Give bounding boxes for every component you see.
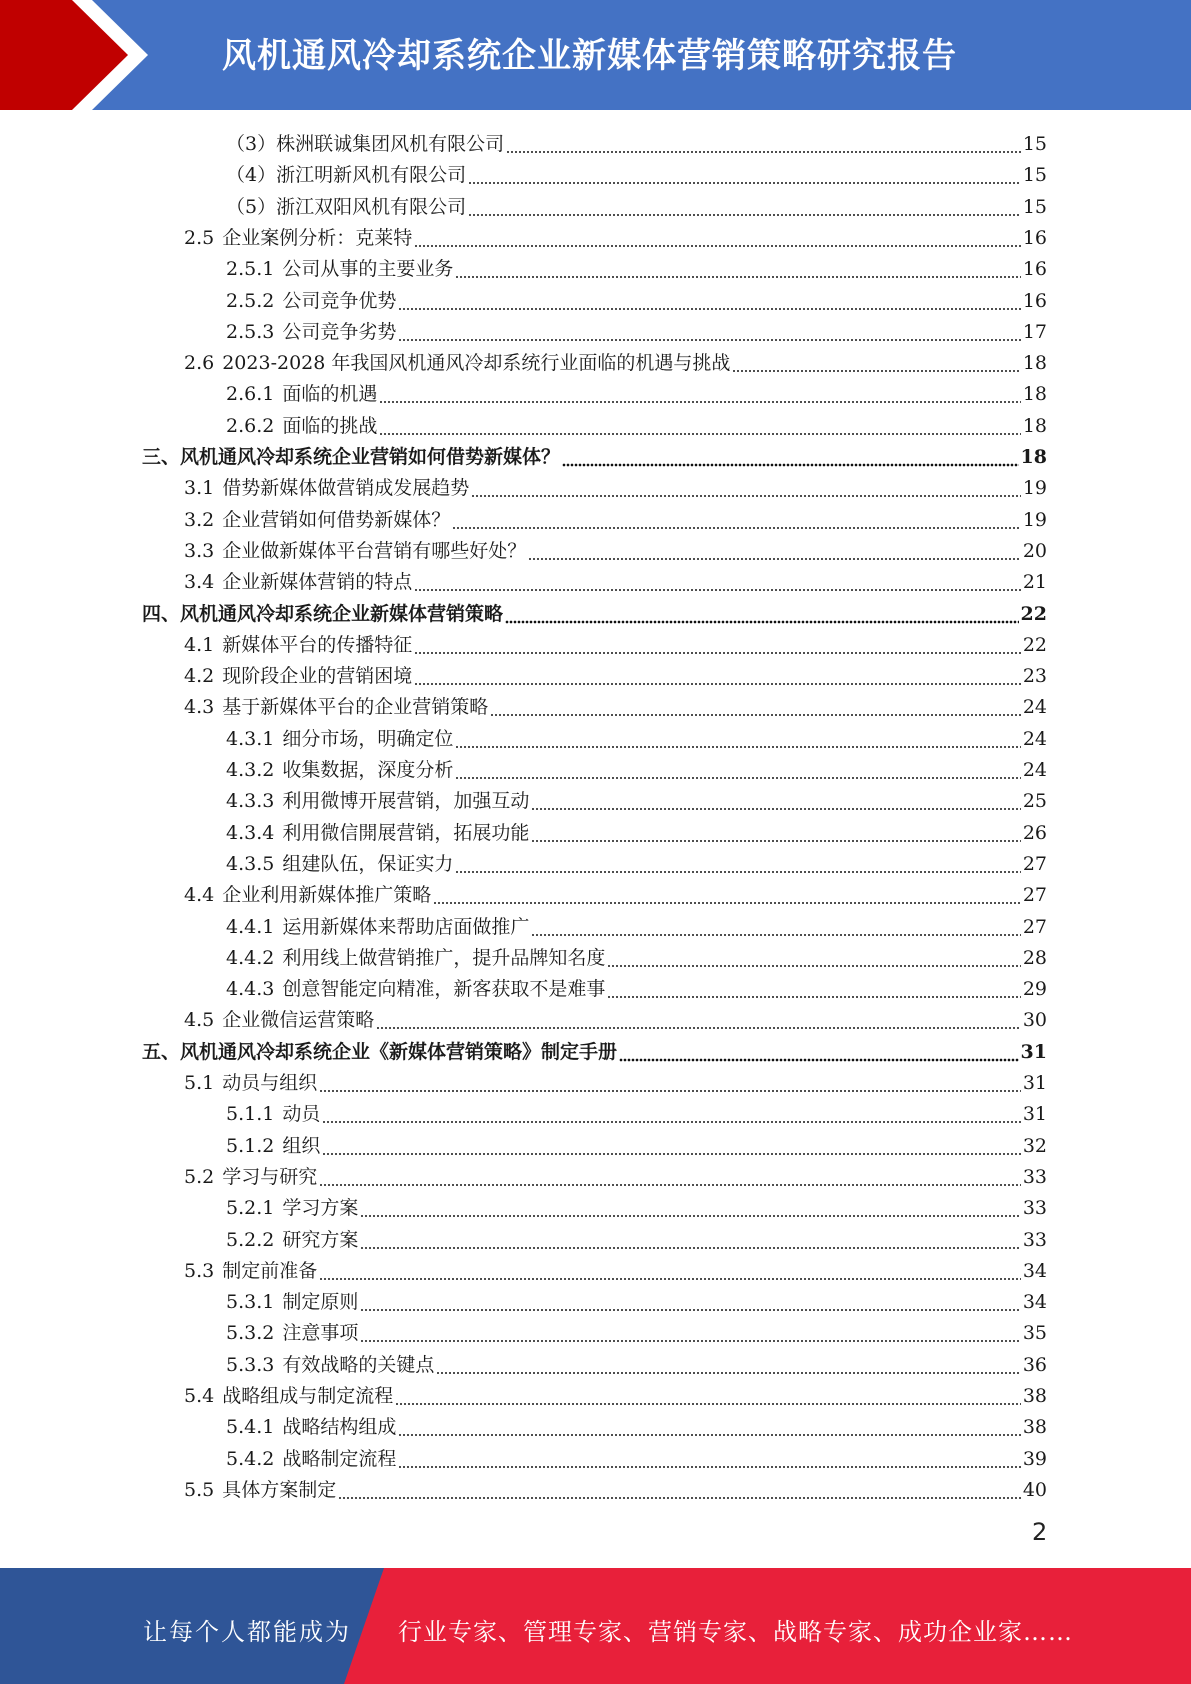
toc-entry-title: 组织 [282, 1134, 321, 1157]
toc-entry-number: 5.3.2 [226, 1322, 275, 1345]
toc-entry[interactable] [226, 909, 1047, 939]
toc-entry-number: 5.2.1 [226, 1197, 275, 1220]
toc-entry[interactable] [184, 877, 1047, 907]
toc-entry-number: 5.1 [184, 1072, 215, 1094]
toc-entry-title: 动员与组织 [222, 1072, 318, 1094]
toc-leader-dots [319, 1165, 1021, 1189]
toc-entry-page: 38 [1022, 1416, 1047, 1439]
toc-entry-title: 浙江明新风机有限公司 [276, 164, 467, 187]
toc-entry-title: 利用微信開展营销，拓展功能 [282, 821, 530, 844]
toc-entry-page: 26 [1022, 821, 1047, 844]
toc-entry[interactable] [226, 1096, 1047, 1126]
toc-entry[interactable] [184, 564, 1047, 594]
toc-leader-dots [607, 946, 1020, 970]
toc-entry-number: 5.2.2 [226, 1228, 275, 1251]
toc-entry-title: 企业利用新媒体推广策略 [222, 884, 432, 907]
toc-entry-page: 18 [1022, 414, 1047, 437]
toc-leader-dots [505, 602, 1019, 626]
toc-entry[interactable] [184, 470, 1047, 500]
toc-entry-page: 22 [1022, 633, 1047, 656]
toc-entry[interactable] [226, 846, 1047, 876]
toc-entry-title: 制定前准备 [222, 1259, 318, 1282]
toc-leader-dots [531, 915, 1020, 939]
toc-leader-dots [414, 226, 1021, 250]
toc-entry[interactable] [184, 1002, 1047, 1032]
toc-entry-page: 31 [1022, 1072, 1047, 1094]
toc-entry[interactable] [226, 1409, 1047, 1439]
toc-entry-title: 公司竞争劣势 [282, 320, 397, 343]
toc-leader-dots [455, 257, 1020, 281]
toc-entry[interactable] [184, 658, 1047, 688]
page-footer [0, 1568, 1191, 1684]
toc-entry-number: 5.2 [184, 1165, 215, 1188]
toc-leader-dots [414, 633, 1021, 657]
toc-entry[interactable] [184, 1159, 1047, 1189]
toc-entry-title: 企业新媒体营销的特点 [222, 571, 413, 594]
toc-entry-title: 收集数据，深度分析 [282, 759, 454, 781]
toc-leader-dots [360, 1196, 1020, 1220]
toc-entry-title: 面临的挑战 [282, 414, 378, 437]
toc-entry-page: 27 [1022, 884, 1047, 907]
toc-entry-number: 3.4 [184, 571, 215, 594]
toc-leader-dots [414, 664, 1021, 688]
toc-entry-title: 利用线上做营销推广，提升品牌知名度 [282, 946, 606, 969]
toc-entry-title: 借势新媒体做营销成发展趋势 [222, 477, 470, 500]
toc-entry-number: 三、 [142, 446, 181, 468]
toc-entry[interactable] [184, 533, 1047, 563]
toc-entry-number: 3.3 [184, 539, 215, 562]
toc-entry[interactable] [184, 627, 1047, 657]
toc-leader-dots [360, 1290, 1020, 1314]
toc-entry-title: 战略制定流程 [282, 1447, 397, 1470]
page-header [0, 0, 1191, 110]
toc-entry[interactable] [226, 376, 1047, 406]
toc-leader-dots [319, 1259, 1021, 1283]
report-title: 风机通风冷却系统企业新媒体营销策略研究报告 [222, 36, 957, 76]
toc-entry-title: 企业微信运营策略 [222, 1009, 375, 1032]
toc-entry[interactable] [226, 1284, 1047, 1314]
toc-entry-title: 株洲联诚集团风机有限公司 [276, 133, 505, 155]
toc-entry-number: 5.5 [184, 1478, 215, 1501]
toc-entry-page: 31 [1022, 1103, 1047, 1126]
toc-entry-title: 新媒体平台的传播特征 [222, 633, 413, 656]
toc-leader-dots [322, 1134, 1020, 1158]
toc-entry-page: 20 [1022, 539, 1047, 562]
toc-leader-dots [732, 351, 1020, 375]
toc-entry-number: 2.5.1 [226, 258, 275, 281]
toc-entry[interactable] [142, 1034, 1047, 1064]
toc-entry-page: 29 [1022, 978, 1047, 1001]
toc-entry-page: 28 [1022, 946, 1047, 969]
toc-entry[interactable] [226, 971, 1047, 1001]
toc-leader-dots [562, 445, 1019, 469]
toc-entry-number: 2.5.3 [226, 320, 275, 343]
toc-entry[interactable] [142, 439, 1047, 469]
toc-entry-page: 19 [1022, 477, 1047, 500]
toc-entry-number: 5.4 [184, 1385, 215, 1407]
toc-entry-number: 2.6.2 [226, 414, 275, 437]
toc-entry-page: 15 [1022, 164, 1047, 187]
toc-entry-title: 战略结构组成 [282, 1416, 397, 1439]
toc-entry[interactable] [226, 408, 1047, 438]
toc-entry-page: 31 [1020, 1040, 1047, 1063]
toc-entry[interactable] [226, 283, 1047, 313]
toc-entry-page: 24 [1022, 696, 1047, 719]
toc-entry-title: 有效战略的关键点 [282, 1353, 435, 1376]
toc-leader-dots [433, 883, 1021, 907]
toc-entry-number: 4.2 [184, 665, 215, 688]
toc-entry-page: 19 [1022, 508, 1047, 531]
toc-entry-number: 五、 [142, 1040, 181, 1063]
toc-entry-number: 5.4.1 [226, 1416, 275, 1439]
toc-entry-title: 学习与研究 [222, 1165, 318, 1188]
toc-entry-page: 40 [1022, 1478, 1047, 1501]
toc-entry-title: 学习方案 [282, 1197, 359, 1220]
toc-leader-dots [360, 1228, 1020, 1252]
toc-entry[interactable] [226, 940, 1047, 970]
toc-entry[interactable] [184, 689, 1047, 719]
toc-entry-title: 具体方案制定 [222, 1478, 337, 1501]
toc-leader-dots [395, 1384, 1021, 1408]
toc-entry[interactable] [226, 752, 1047, 782]
toc-entry[interactable] [226, 815, 1047, 845]
toc-entry-number: 5.4.2 [226, 1447, 275, 1470]
toc-entry-page: 24 [1022, 759, 1047, 781]
toc-entry-title: 运用新媒体来帮助店面做推广 [282, 915, 530, 938]
toc-entry-number: 3.1 [184, 477, 215, 500]
toc-entry-number: 3.2 [184, 508, 215, 531]
toc-entry-number: 4.4 [184, 884, 215, 907]
toc-entry-page: 33 [1022, 1228, 1047, 1251]
toc-entry-page: 33 [1022, 1165, 1047, 1188]
toc-entry-title: 公司从事的主要业务 [282, 258, 454, 281]
toc-entry[interactable] [226, 1347, 1047, 1377]
toc-entry-title: 动员 [282, 1103, 321, 1126]
toc-entry-title: 研究方案 [282, 1228, 359, 1251]
toc-entry-page: 27 [1022, 915, 1047, 938]
toc-entry-number: 4.3.3 [226, 790, 275, 813]
toc-entry[interactable] [226, 314, 1047, 344]
toc-leader-dots [506, 132, 1021, 156]
toc-entry-page: 16 [1022, 258, 1047, 281]
toc-entry-title: 创意智能定向精准，新客获取不是难事 [282, 978, 606, 1001]
toc-entry-number: 4.3 [184, 696, 215, 719]
toc-entry-number: 4.4.3 [226, 978, 275, 1001]
toc-entry-page: 32 [1022, 1134, 1047, 1157]
toc-leader-dots [319, 1071, 1021, 1095]
toc-leader-dots [619, 1040, 1019, 1064]
toc-entry[interactable] [226, 1315, 1047, 1345]
toc-entry-page: 18 [1022, 383, 1047, 406]
toc-entry-title: 企业营销如何借势新媒体？ [222, 508, 451, 531]
toc-leader-dots [531, 789, 1020, 813]
toc-entry-page: 15 [1022, 195, 1047, 218]
toc-entry-title: 利用微博开展营销，加强互动 [282, 790, 530, 813]
toc-entry-page: 22 [1020, 602, 1047, 625]
toc-leader-dots [398, 320, 1020, 344]
toc-entry-page: 17 [1022, 320, 1047, 343]
toc-entry-title: 战略组成与制定流程 [222, 1385, 394, 1407]
toc-leader-dots [452, 508, 1021, 532]
toc-leader-dots [436, 1353, 1020, 1377]
toc-entry-page: 16 [1022, 226, 1047, 249]
page-number: 2 [1032, 1518, 1048, 1546]
toc-entry-title: 组建队伍，保证实力 [282, 852, 454, 875]
footer-slogan-left: 让每个人都能成为 [143, 1618, 351, 1646]
toc-leader-dots [398, 1415, 1020, 1439]
toc-leader-dots [379, 414, 1020, 438]
toc-entry-number: 5.3 [184, 1259, 215, 1282]
toc-entry-title: 企业案例分析：克莱特 [222, 226, 413, 249]
toc-entry[interactable] [184, 220, 1047, 250]
toc-leader-dots [607, 977, 1020, 1001]
toc-entry-number: 5.3.1 [226, 1291, 275, 1314]
toc-entry-page: 39 [1022, 1447, 1047, 1470]
toc-entry[interactable] [226, 721, 1047, 751]
toc-entry-page: 18 [1020, 446, 1047, 468]
toc-entry-page: 16 [1022, 289, 1047, 312]
toc-entry-number: 4.5 [184, 1009, 215, 1032]
toc-leader-dots [360, 1321, 1020, 1345]
toc-leader-dots [455, 727, 1020, 751]
toc-entry-number: 4.4.1 [226, 915, 275, 938]
toc-entry-title: 面临的机遇 [282, 383, 378, 406]
toc-entry[interactable] [226, 157, 1047, 187]
toc-entry-title: 制定原则 [282, 1291, 359, 1314]
toc-entry-page: 30 [1022, 1009, 1047, 1032]
toc-entry-number: 2.6 [184, 352, 215, 375]
toc-entry-number: （4） [226, 164, 277, 187]
toc-entry-title: 细分市场，明确定位 [282, 727, 454, 750]
toc-entry-title: 风机通风冷却系统企业新媒体营销策略 [180, 602, 504, 625]
toc-entry[interactable] [226, 783, 1047, 813]
toc-leader-dots [379, 382, 1020, 406]
toc-entry-number: 4.3.1 [226, 727, 275, 750]
toc-leader-dots [322, 1102, 1020, 1126]
toc-entry-number: 4.4.2 [226, 946, 275, 969]
toc-entry[interactable] [184, 1065, 1047, 1095]
toc-entry-number: （5） [226, 195, 277, 218]
toc-entry[interactable] [142, 596, 1047, 626]
toc-leader-dots [414, 570, 1021, 594]
toc-leader-dots [468, 195, 1021, 219]
toc-entry-number: 5.3.3 [226, 1353, 275, 1376]
toc-entry-number: 2.5 [184, 226, 215, 249]
toc-entry-number: 5.1.2 [226, 1134, 275, 1157]
toc-entry-title: 风机通风冷却系统企业《新媒体营销策略》制定手册 [180, 1040, 618, 1063]
toc-entry-title: 注意事项 [282, 1322, 359, 1345]
toc-entry[interactable] [184, 1253, 1047, 1283]
toc-leader-dots [490, 695, 1021, 719]
toc-entry-page: 35 [1022, 1322, 1047, 1345]
toc-entry-page: 15 [1022, 133, 1047, 155]
toc-entry-number: 四、 [142, 602, 181, 625]
toc-leader-dots [398, 1447, 1020, 1471]
toc-leader-dots [528, 539, 1021, 563]
toc-entry[interactable] [184, 1378, 1047, 1408]
toc-entry[interactable] [226, 126, 1047, 156]
toc-entry-title: 企业做新媒体平台营销有哪些好处？ [222, 539, 527, 562]
toc-leader-dots [455, 852, 1020, 876]
toc-entry-page: 34 [1022, 1259, 1047, 1282]
toc-entry-page: 24 [1022, 727, 1047, 750]
toc-entry-page: 27 [1022, 852, 1047, 875]
toc-entry[interactable] [226, 1441, 1047, 1471]
toc-entry[interactable] [184, 1472, 1047, 1502]
toc-entry-number: 5.1.1 [226, 1103, 275, 1126]
toc-entry-title: 风机通风冷却系统企业营销如何借势新媒体？ [180, 446, 561, 468]
toc-entry[interactable] [226, 1190, 1047, 1220]
toc-leader-dots [531, 821, 1020, 845]
toc-entry[interactable] [226, 1128, 1047, 1158]
toc-entry-number: 2.5.2 [226, 289, 275, 312]
toc-entry-number: 4.3.4 [226, 821, 275, 844]
toc-entry-page: 36 [1022, 1353, 1047, 1376]
toc-entry-page: 33 [1022, 1197, 1047, 1220]
toc-leader-dots [398, 289, 1020, 313]
toc-entry-title: 现阶段企业的营销困境 [222, 665, 413, 688]
toc-entry-page: 34 [1022, 1291, 1047, 1314]
toc-entry-title: 2023-2028 年我国风机通风冷却系统行业面临的机遇与挑战 [222, 352, 731, 375]
toc-entry[interactable] [184, 345, 1047, 375]
footer-slogan-right: 行业专家、管理专家、营销专家、战略专家、成功企业家…… [398, 1618, 1073, 1646]
toc-entry-page: 38 [1022, 1385, 1047, 1407]
toc-entry-title: 浙江双阳风机有限公司 [276, 195, 467, 218]
toc-entry-number: 4.1 [184, 633, 215, 656]
toc-entry-page: 25 [1022, 790, 1047, 813]
toc-leader-dots [471, 476, 1021, 500]
toc-entry-page: 23 [1022, 665, 1047, 688]
toc-entry-number: 2.6.1 [226, 383, 275, 406]
toc-entry[interactable] [226, 251, 1047, 281]
toc-entry[interactable] [184, 502, 1047, 532]
toc-entry-number: 4.3.2 [226, 759, 275, 781]
toc-leader-dots [338, 1478, 1021, 1502]
toc-leader-dots [455, 758, 1020, 782]
toc-leader-dots [468, 163, 1021, 187]
header-arrow-icon [0, 0, 150, 110]
toc-entry-number: （3） [226, 133, 277, 155]
toc-entry-page: 21 [1022, 571, 1047, 594]
toc-entry-title: 公司竞争优势 [282, 289, 397, 312]
toc-entry-title: 基于新媒体平台的企业营销策略 [222, 696, 489, 719]
toc-entry[interactable] [226, 1222, 1047, 1252]
toc-entry-number: 4.3.5 [226, 852, 275, 875]
toc-entry-page: 18 [1022, 352, 1047, 375]
toc-leader-dots [376, 1008, 1021, 1032]
toc-entry[interactable] [226, 189, 1047, 219]
